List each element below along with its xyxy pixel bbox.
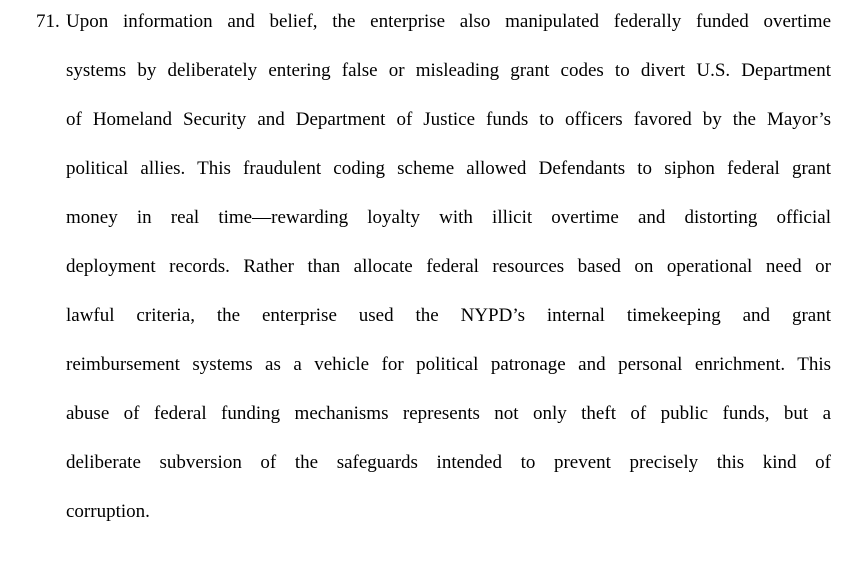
paragraph-line: political allies. This fraudulent coding scheme allowed Defendants to siphon federal grant: [66, 158, 831, 179]
paragraph-number: 71.: [36, 11, 60, 32]
paragraph-line: deployment records. Rather than allocate federal resources based on operational need or: [66, 256, 831, 277]
paragraph-line: Upon information and belief, the enterprise also manipulated federally funded overtime: [66, 11, 831, 32]
paragraph-line: of Homeland Security and Department of Justice funds to officers favored by the Mayor’s: [66, 109, 831, 130]
paragraph-line-last: corruption.: [66, 501, 150, 522]
paragraph-line: lawful criteria, the enterprise used the NYPD’s internal timekeeping and grant: [66, 305, 831, 326]
paragraph-line: abuse of federal funding mechanisms represents not only theft of public funds, but a: [66, 403, 831, 424]
paragraph-line: money in real time—rewarding loyalty with illicit overtime and distorting official: [66, 207, 831, 228]
paragraph-line: reimbursement systems as a vehicle for political patronage and personal enrichment. This: [66, 354, 831, 375]
paragraph-line: deliberate subversion of the safeguards intended to prevent precisely this kind of: [66, 452, 831, 473]
paragraph-line: systems by deliberately entering false or misleading grant codes to divert U.S. Department: [66, 60, 831, 81]
